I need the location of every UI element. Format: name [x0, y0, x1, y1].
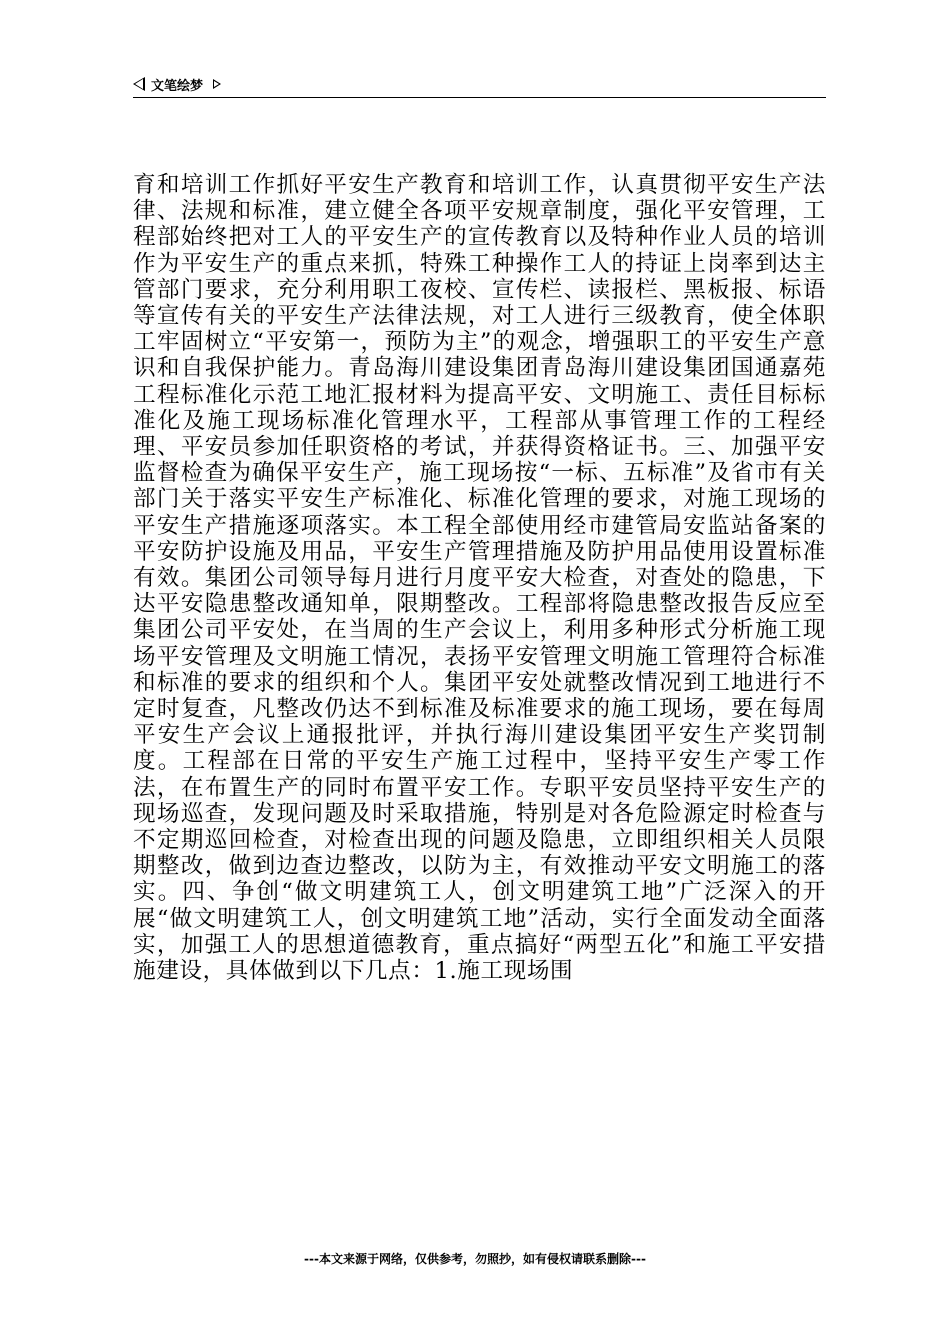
header-divider: [133, 97, 826, 98]
triangle-left-icon: [133, 77, 145, 91]
header-title: 文笔绘梦: [151, 78, 204, 94]
triangle-right-icon: [213, 79, 221, 89]
page-footer: ---本文来源于网络，仅供参考，勿照抄，如有侵权请联系删除---: [304, 1252, 646, 1266]
body-paragraph: 育和培训工作抓好平安生产教育和培训工作，认真贯彻平安生产法律、法规和标准，建立健全各项平安规章制度，强化平安管理，工程部始终把对工人的平安生产的宣传教育以及特种作业人员的培训作为平安生产的重点来抓，特殊工种操作工人的持证上岗率到达主管部门要求，充分利用职工夜校、宣传栏、读报栏、黑板报、标语等宣传有关的平安生产法律法规，对工人进行三级教育，使全体职工牢固树立“平安第一，预防为主”的观念，增强职工的平安生产意识和自我保护能力。青岛海川建设集团青岛海川建设集团国通嘉苑工程标准化示范工地汇报材料为提高平安、文明施工、责任目标标准化及施工现场标准化管理水平，工程部从事管理工作的工程经理、平安员参加任职资格的考试，并获得资格证书。三、加强平安监督检查为确保平安生产，施工现场按“一标、五标准”及省市有关部门关于落实平安生产标准化、标准化管理的要求，对施工现场的平安生产措施逐项落实。本工程全部使用经市建管局安监站备案的平安防护设施及用品，平安生产管理措施及防护用品使用设置标准有效。集团公司领导每月进行月度平安大检查，对查处的隐患，下达平安隐患整改通知单，限期整改。工程部将隐患整改报告反应至集团公司平安处，在当周的生产会议上，利用多种形式分析施工现场平安管理及文明施工情况，表扬平安管理文明施工管理符合标准和标准的要求的组织和个人。集团平安处就整改情况到工地进行不定时复查，凡整改仍达不到标准及标准要求的施工现场，要在每周平安生产会议上通报批评，并执行海川建设集团平安生产奖罚制度。工程部在日常的平安生产施工过程中，坚持平安生产零工作法，在布置生产的同时布置平安工作。专职平安员坚持平安生产的现场巡查，发现问题及时采取措施，特别是对各危险源定时检查与不定期巡回检查，对检查出现的问题及隐患，立即组织相关人员限期整改，做到边查边整改，以防为主，有效推动平安文明施工的落实。四、争创“做文明建筑工人，创文明建筑工地”广泛深入的开展“做文明建筑工人，创文明建筑工地”活动，实行全面发动全面落实，加强工人的思想道德教育，重点搞好“两型五化”和施工平安措施建设，具体做到以下几点：1.施工现场围: [133, 172, 826, 985]
page-header: [133, 72, 221, 96]
